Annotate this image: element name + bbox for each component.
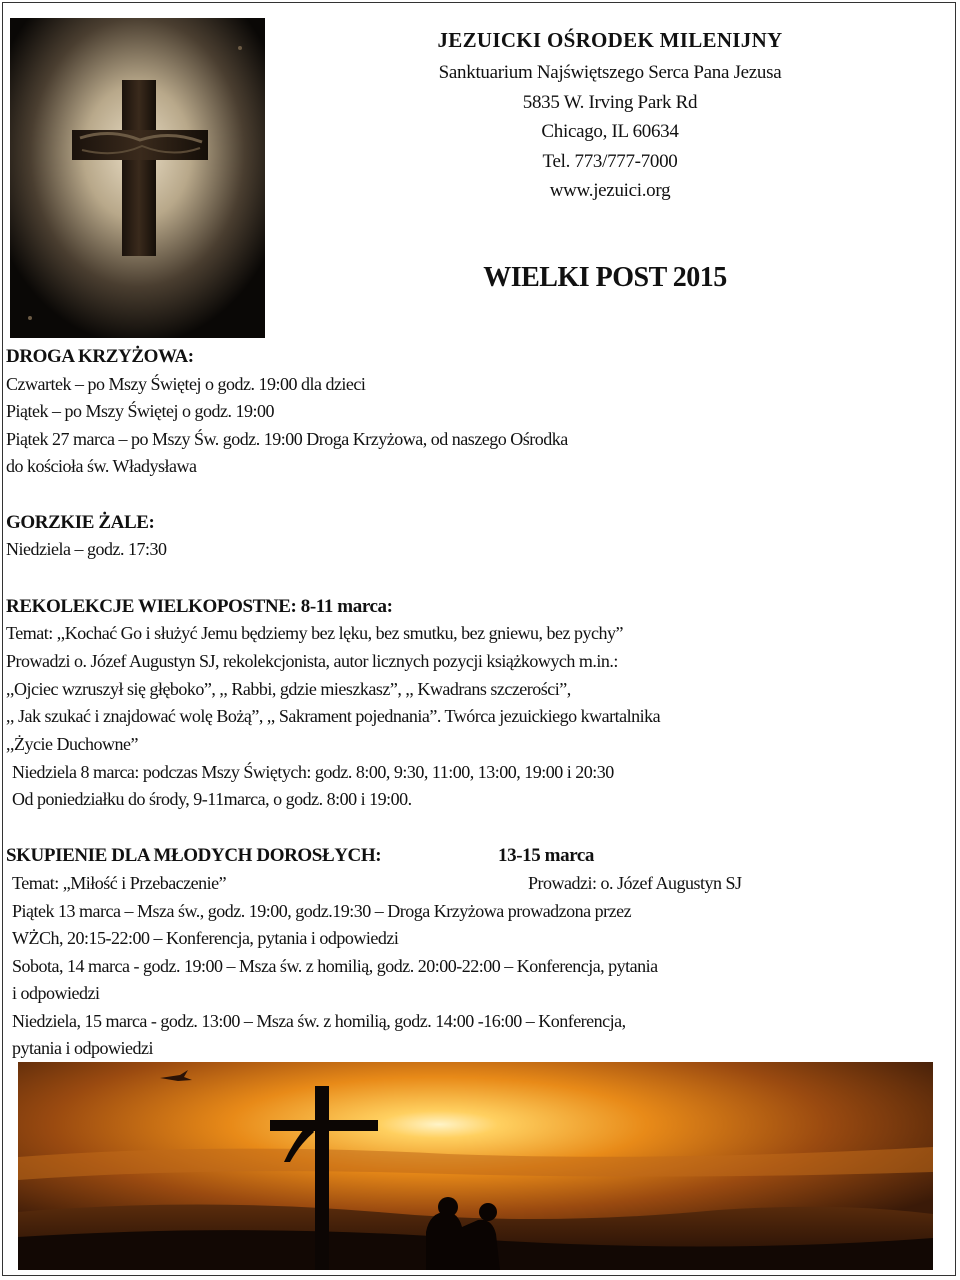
droga-heading: DROGA KRZYŻOWA: — [6, 346, 194, 367]
gorzkie-heading: GORZKIE ŻALE: — [6, 512, 155, 533]
header-line: Sanktuarium Najświętszego Serca Pana Jezusa — [438, 62, 782, 83]
skupienie-heading: SKUPIENIE DLA MŁODYCH DOROSŁYCH: — [6, 845, 382, 866]
skupienie-line: Piątek 13 marca – Msza św., godz. 19:00, godz.19:30 – Droga Krzyżowa prowadzona przez — [12, 901, 632, 921]
droga-line: Czwartek – po Mszy Świętej o godz. 19:00 dla dzieci — [6, 374, 366, 394]
rekolekcje-line: Temat: ,,Kochać Go i służyć Jemu będziemy bez lęku, bez smutku, bez gniewu, bez pychy” — [6, 623, 624, 643]
header-block — [380, 28, 840, 206]
droga-line: do kościoła św. Władysława — [6, 456, 197, 476]
droga-line: Piątek – po Mszy Świętej o godz. 19:00 — [6, 401, 274, 421]
header-line: 5835 W. Irving Park Rd — [522, 91, 698, 113]
page-title: WIELKI POST 2015 — [483, 262, 727, 293]
org-name: JEZUICKI OŚRODEK MILENIJNY — [437, 28, 783, 52]
rekolekcje-line: Niedziela 8 marca: podczas Mszy Świętych: godz. 8:00, 9:30, 11:00, 13:00, 19:00 i 20:30 — [12, 762, 614, 782]
rekolekcje-line: Od poniedziałku do środy, 9-11marca, o godz. 8:00 i 19:00. — [12, 789, 412, 809]
rekolekcje-line: ,,Ojciec wzruszył się głęboko”, ,, Rabbi, gdzie mieszkasz”, ,, Kwadrans szczerości”, — [6, 679, 571, 699]
skupienie-line: Niedziela, 15 marca - godz. 13:00 – Msza św. z homilią, godz. 14:00 -16:00 – Konferencja, — [12, 1011, 626, 1031]
skupienie-line: i odpowiedzi — [12, 983, 100, 1003]
sunset-cross-image — [18, 1062, 933, 1270]
header-line: Tel. 773/777-7000 — [542, 150, 678, 172]
rekolekcje-line: ,, Jak szukać i znajdować wolę Bożą”, ,, Sakrament pojednania”. Twórca jezuickiego kwartalnika — [6, 706, 661, 726]
skupienie-line: WŻCh, 20:15-22:00 – Konferencja, pytania i odpowiedzi — [12, 928, 399, 948]
rekolekcje-line: Prowadzi o. Józef Augustyn SJ, rekolekcjonista, autor licznych pozycji książkowych m.in.: — [6, 651, 618, 671]
skupienie-line: pytania i odpowiedzi — [12, 1038, 153, 1058]
skupienie-dates: 13-15 marca — [498, 845, 595, 866]
header-line: Chicago, IL 60634 — [541, 121, 679, 142]
gorzkie-line: Niedziela – godz. 17:30 — [6, 539, 167, 559]
droga-line: Piątek 27 marca – po Mszy Św. godz. 19:00 Droga Krzyżowa, od naszego Ośrodka — [6, 429, 568, 449]
skupienie-prowadzi: Prowadzi: o. Józef Augustyn SJ — [528, 873, 742, 893]
skupienie-temat: Temat: „Miłość i Przebaczenie” — [12, 873, 227, 893]
header-line: www.jezuici.org — [549, 180, 671, 201]
rekolekcje-heading: REKOLEKCJE WIELKOPOSTNE: 8-11 marca: — [6, 596, 393, 617]
rekolekcje-line: ,,Życie Duchowne” — [6, 734, 138, 754]
skupienie-line: Sobota, 14 marca - godz. 19:00 – Msza św. z homilią, godz. 20:00-22:00 – Konferencja, pytania — [12, 956, 658, 976]
cross-image — [10, 18, 265, 338]
